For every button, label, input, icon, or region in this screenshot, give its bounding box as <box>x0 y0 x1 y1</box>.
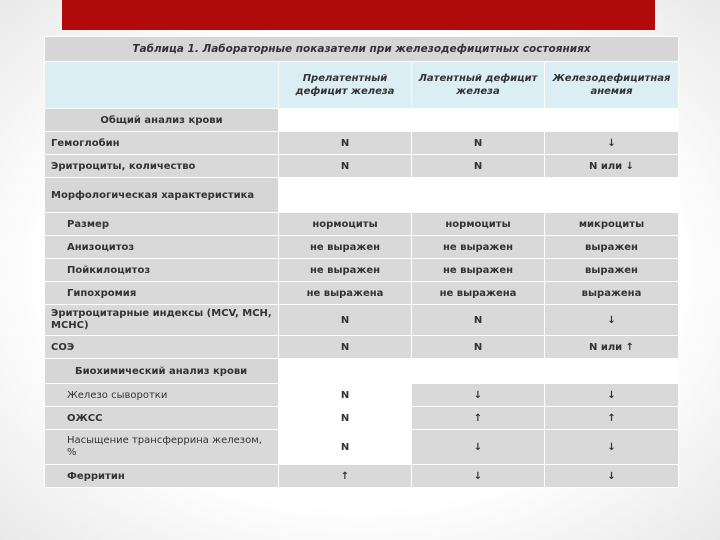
table-cell: ↓ <box>545 430 679 465</box>
table-row <box>45 384 679 407</box>
table-cell: нормоциты <box>279 213 412 236</box>
table-cell: не выражена <box>412 282 545 305</box>
table-cell: ↓ <box>545 305 679 336</box>
table-cell <box>279 109 412 132</box>
table-cell: N или ↓ <box>545 155 679 178</box>
table-cell: ↓ <box>412 384 545 407</box>
row-label: СОЭ <box>45 336 279 359</box>
row-label: Насыщение трансферрина железом, % <box>45 430 279 465</box>
row-label: Эритроцитарные индексы (MCV, MCH, MCHC) <box>45 305 279 336</box>
lab-table-container <box>44 36 678 498</box>
table-row <box>45 109 679 132</box>
table-row <box>45 259 679 282</box>
row-label: ОЖСС <box>45 407 279 430</box>
table-cell: N <box>279 305 412 336</box>
table-cell: N <box>279 384 412 407</box>
table-cell <box>412 359 545 384</box>
table-row <box>45 213 679 236</box>
table-row <box>45 359 679 384</box>
table-cell: N <box>279 336 412 359</box>
table-row <box>45 430 679 465</box>
table-cell: ↑ <box>545 407 679 430</box>
row-label: Анизоцитоз <box>45 236 279 259</box>
table-row <box>45 155 679 178</box>
table-cell: не выражен <box>279 259 412 282</box>
table-row <box>45 305 679 336</box>
table-cell: выражен <box>545 236 679 259</box>
table-cell: не выражен <box>412 259 545 282</box>
row-label: Размер <box>45 213 279 236</box>
table-cell <box>412 178 545 213</box>
table-cell: ↑ <box>279 465 412 488</box>
table-cell <box>412 109 545 132</box>
table-cell: ↓ <box>545 465 679 488</box>
header-anemia: Железодефицитная анемия <box>545 62 679 109</box>
header-cell-empty <box>45 62 279 109</box>
section-label: Биохимический анализ крови <box>45 359 279 384</box>
table-cell: N <box>279 430 412 465</box>
table-cell: ↓ <box>412 430 545 465</box>
table-cell: N <box>412 132 545 155</box>
table-cell: ↓ <box>545 384 679 407</box>
table-cell <box>279 359 412 384</box>
table-cell: выражена <box>545 282 679 305</box>
table-cell: ↑ <box>412 407 545 430</box>
row-label: Гипохромия <box>45 282 279 305</box>
table-row <box>45 282 679 305</box>
table-cell <box>545 178 679 213</box>
table-cell: не выражена <box>279 282 412 305</box>
table-cell: N <box>412 305 545 336</box>
red-banner <box>62 0 655 30</box>
table-cell: выражен <box>545 259 679 282</box>
table-cell: не выражен <box>279 236 412 259</box>
header-row <box>45 62 679 109</box>
header-prelatent: Прелатентный дефицит железа <box>279 62 412 109</box>
table-row <box>45 465 679 488</box>
table-cell <box>545 109 679 132</box>
section-label: Общий анализ крови <box>45 109 279 132</box>
table-cell: N <box>279 407 412 430</box>
table-row <box>45 407 679 430</box>
table-title-row <box>45 37 679 62</box>
header-latent: Латентный дефицит железа <box>412 62 545 109</box>
table-cell: N <box>279 155 412 178</box>
table-cell: ↓ <box>412 465 545 488</box>
lab-indicators-table <box>44 36 679 488</box>
table-cell: ↓ <box>545 132 679 155</box>
table-cell: нормоциты <box>412 213 545 236</box>
table-title-text: Таблица 1. Лабораторные показатели при железодефицитных состояниях <box>132 43 591 55</box>
row-label: Гемоглобин <box>45 132 279 155</box>
section-label: Морфологическая характеристика <box>45 178 279 213</box>
table-title <box>45 37 679 62</box>
table-row <box>45 336 679 359</box>
row-label: Пойкилоцитоз <box>45 259 279 282</box>
table-row <box>45 236 679 259</box>
row-label: Ферритин <box>45 465 279 488</box>
table-cell <box>279 178 412 213</box>
table-cell: не выражен <box>412 236 545 259</box>
table-cell <box>545 359 679 384</box>
table-cell: микроциты <box>545 213 679 236</box>
table-row <box>45 132 679 155</box>
table-cell: N или ↑ <box>545 336 679 359</box>
table-cell: N <box>279 132 412 155</box>
table-cell: N <box>412 155 545 178</box>
table-row <box>45 178 679 213</box>
table-cell: N <box>412 336 545 359</box>
row-label: Эритроциты, количество <box>45 155 279 178</box>
row-label: Железо сыворотки <box>45 384 279 407</box>
